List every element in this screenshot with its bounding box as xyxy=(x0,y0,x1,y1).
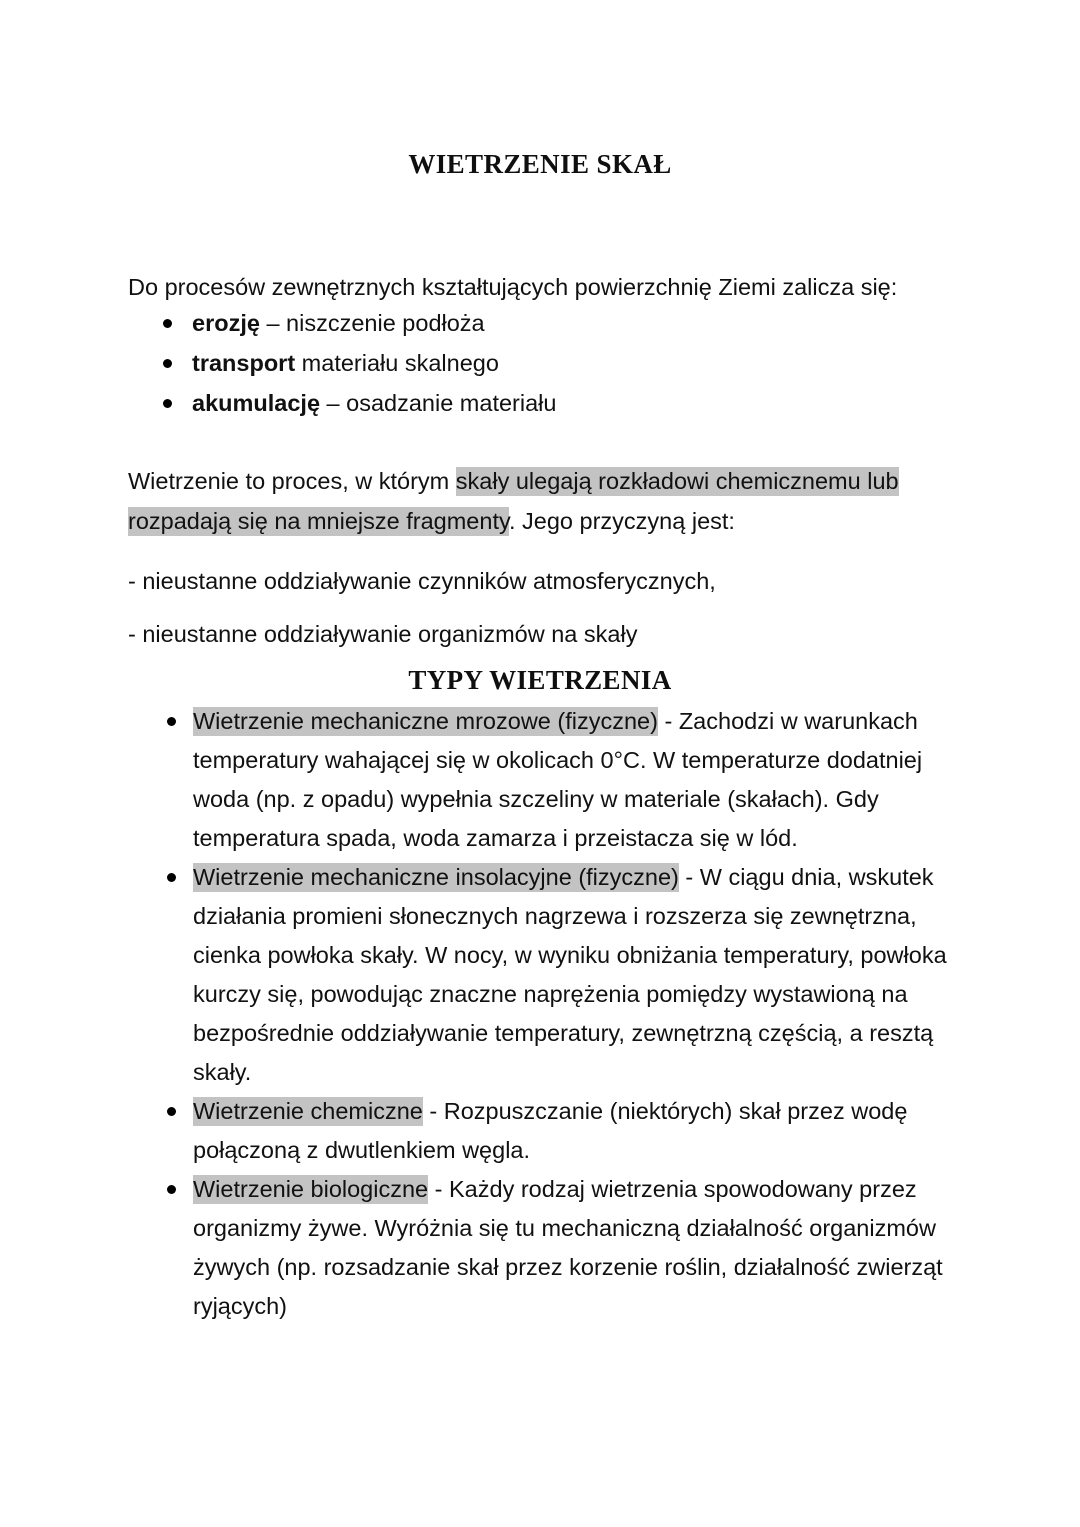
intro-paragraph: Do procesów zewnętrznych kształtujących powierzchnię Ziemi zalicza się: xyxy=(128,273,898,300)
type-label: Wietrzenie mechaniczne insolacyjne (fizyczne) xyxy=(193,864,679,890)
bullet-icon xyxy=(163,359,172,368)
definition-suffix: . Jego przyczyną jest: xyxy=(508,507,735,534)
list-item xyxy=(163,303,943,343)
list-item xyxy=(167,702,957,858)
cause-line-2: - nieustanne oddziaływanie organizmów na skały xyxy=(128,620,638,647)
section-heading-types: TYPY WIETRZENIA xyxy=(408,665,672,696)
type-label: Wietrzenie biologiczne xyxy=(193,1176,429,1202)
type-body: - Rozpuszczanie (niektórych) skał przez wodę połączoną z dwutlenkiem węgla. xyxy=(193,1098,908,1163)
cause-line-1: - nieustanne oddziaływanie czynników atmosferycznych, xyxy=(128,567,716,594)
bullet-icon xyxy=(167,1185,176,1194)
list-item xyxy=(167,1170,957,1326)
list-item-term: akumulację xyxy=(192,390,321,416)
type-label: Wietrzenie mechaniczne mrozowe (fizyczne) xyxy=(193,708,658,734)
definition-prefix: Wietrzenie to proces, w którym xyxy=(128,467,456,494)
processes-list xyxy=(163,303,943,423)
list-item xyxy=(163,343,943,383)
list-item xyxy=(167,858,957,1092)
bullet-icon xyxy=(167,1107,176,1116)
type-body: - Zachodzi w warunkach temperatury wahającej się w okolicach 0°C. W temperaturze dodatniej woda (np. z opadu) wypełnia szczeliny w materiale (skałach). Gdy temperatura spada, woda zamarza i przeistacza się w lód. xyxy=(193,708,923,851)
type-body: - W ciągu dnia, wskutek działania promieni słonecznych nagrzewa i rozszerza się zewnętrzna, cienka powłoka skały. W nocy, w wyniku obniżania temperatury, powłoka kurczy się, powodując znaczne naprężenia pomiędzy wystawioną na bezpośrednie oddziaływanie temperatury, zewnętrzną częścią, a resztą skały. xyxy=(193,864,947,1085)
list-item-rest: – niszczenie podłoża xyxy=(259,310,485,336)
definition-paragraph xyxy=(128,461,954,541)
list-item-term: erozję xyxy=(192,310,260,336)
bullet-icon xyxy=(163,319,172,328)
weathering-types-list xyxy=(167,702,957,1326)
list-item-rest: – osadzanie materiału xyxy=(320,390,557,416)
type-body: - Każdy rodzaj wietrzenia spowodowany przez organizmy żywe. Wyróżnia się tu mechaniczną działalność organizmów żywych (np. rozsadzanie skał przez korzenie roślin, działalność zwierząt ryjących) xyxy=(193,1176,943,1319)
bullet-icon xyxy=(167,717,176,726)
list-item-rest: materiału skalnego xyxy=(295,350,499,376)
page-title: WIETRZENIE SKAŁ xyxy=(408,149,672,180)
list-item xyxy=(163,383,943,423)
list-item-term: transport xyxy=(192,350,296,376)
definition-highlighted-text: skały ulegają rozkładowi chemicznemu lub rozpadają się na mniejsze fragmenty xyxy=(128,467,899,534)
type-label: Wietrzenie chemiczne xyxy=(193,1098,423,1124)
bullet-icon xyxy=(163,399,172,408)
list-item xyxy=(167,1092,957,1170)
bullet-icon xyxy=(167,873,176,882)
